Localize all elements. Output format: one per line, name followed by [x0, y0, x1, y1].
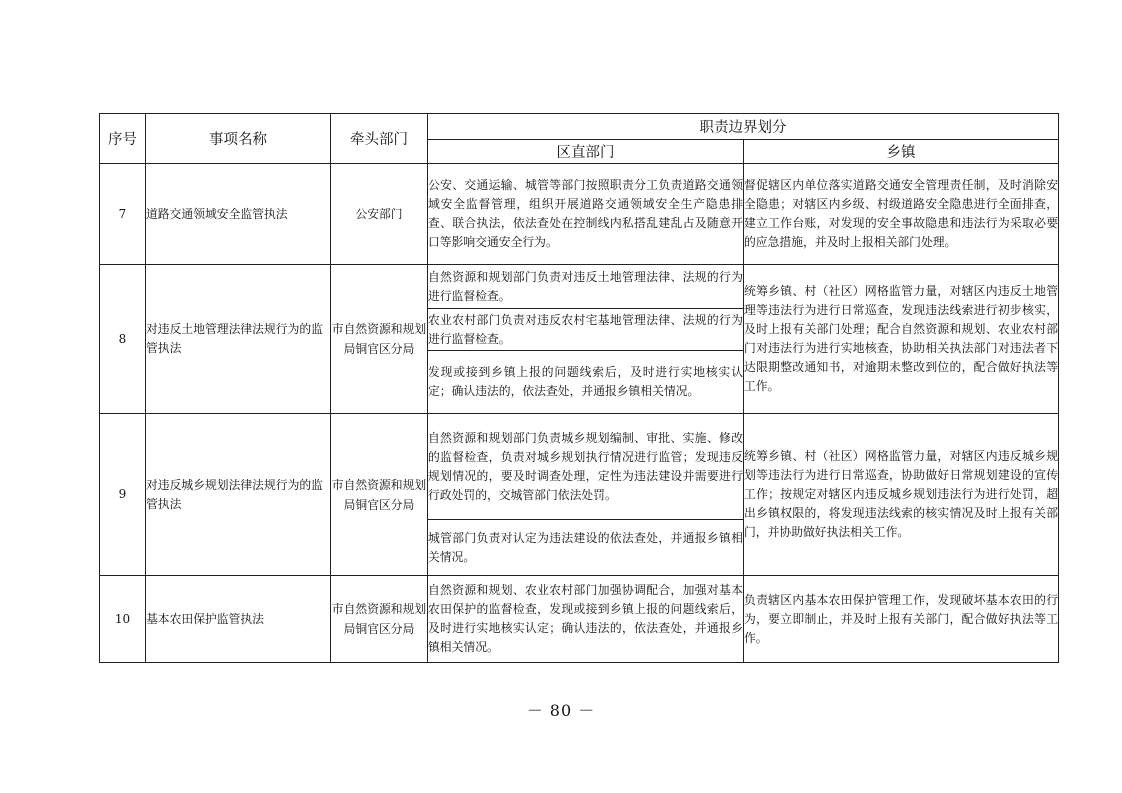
row-item-name: 对违反土地管理法律法规行为的监管执法	[146, 265, 331, 414]
header-district-dept: 区直部门	[428, 140, 744, 164]
header-lead-dept: 牵头部门	[331, 114, 428, 164]
header-row	[100, 114, 1059, 140]
row-district-duty: 农业农村部门负责对违反农村宅基地管理法律、法规的行为进行监督检查。	[428, 309, 744, 351]
row-district-duty: 公安、交通运输、城管等部门按照职责分工负责道路交通领域安全监督管理，组织开展道路交通领域安全生产隐患排查、联合执法，依法查处在控制线内私搭乱建乱占及随意开口等影响交通安全行为。	[428, 164, 744, 265]
row-lead-dept: 公安部门	[331, 164, 428, 265]
row-township-duty: 督促辖区内单位落实道路交通安全管理责任制，及时消除安全隐患；对辖区内乡级、村级道路安全隐患进行全面排查，建立工作台账，对发现的安全事故隐患和违法行为采取必要的应急措施，并及时上报相关部门处理。	[744, 164, 1059, 265]
table-row	[100, 164, 1059, 265]
row-township-duty: 负责辖区内基本农田保护管理工作，发现破坏基本农田的行为，要立即制止，并及时上报有关部门，配合做好执法等工作。	[744, 576, 1059, 663]
row-lead-dept: 市自然资源和规划局铜官区分局	[331, 414, 428, 576]
header-seq: 序号	[100, 114, 146, 164]
page-number: － 80 －	[526, 701, 596, 720]
row-item-name: 基本农田保护监管执法	[146, 576, 331, 663]
row-item-name: 对违反城乡规划法律法规行为的监管执法	[146, 414, 331, 576]
row-township-duty: 统筹乡镇、村（社区）网格监管力量，对辖区内违反城乡规划等违法行为进行日常巡查，协助做好日常规划建设的宣传工作；按规定对辖区内违反城乡规划违法行为进行处罚，超出乡镇权限的，将发现违法线索的核实情况及时上报有关部门，并协助做好执法相关工作。	[744, 414, 1059, 576]
row-district-duty: 自然资源和规划部门负责城乡规划编制、审批、实施、修改的监督检查，负责对城乡规划执行情况进行监管；发现违反规划情况的，要及时调查处理，定性为违法建设并需要进行行政处罚的，交城管部门依法处罚。	[428, 414, 744, 520]
row-item-name: 道路交通领域安全监管执法	[146, 164, 331, 265]
row-lead-dept: 市自然资源和规划局铜官区分局	[331, 576, 428, 663]
row-district-duty: 城管部门负责对认定为违法建设的依法查处，并通报乡镇相关情况。	[428, 520, 744, 576]
row-lead-dept: 市自然资源和规划局铜官区分局	[331, 265, 428, 414]
row-seq: 7	[100, 164, 146, 265]
table-row	[100, 265, 1059, 309]
table-row	[100, 414, 1059, 520]
row-seq: 8	[100, 265, 146, 414]
row-district-duty: 自然资源和规划部门负责对违反土地管理法律、法规的行为进行监督检查。	[428, 265, 744, 309]
row-district-duty: 发现或接到乡镇上报的问题线索后，及时进行实地核实认定；确认违法的，依法查处，并通报乡镇相关情况。	[428, 351, 744, 414]
row-township-duty: 统筹乡镇、村（社区）网格监管力量，对辖区内违反土地管理等违法行为进行日常巡查，发现违法线索进行初步核实，及时上报有关部门处理；配合自然资源和规划、农业农村部门对违法行为进行实地核查，协助相关执法部门对违法者下达限期整改通知书，对逾期未整改到位的，配合做好执法等工作。	[744, 265, 1059, 414]
table-row	[100, 576, 1059, 663]
responsibility-table	[99, 113, 1059, 663]
row-district-duty: 自然资源和规划、农业农村部门加强协调配合，加强对基本农田保护的监督检查，发现或接到乡镇上报的问题线索后，及时进行实地核实认定；确认违法的，依法查处，并通报乡镇相关情况。	[428, 576, 744, 663]
row-seq: 9	[100, 414, 146, 576]
row-seq: 10	[100, 576, 146, 663]
header-item-name: 事项名称	[146, 114, 331, 164]
header-boundary: 职责边界划分	[428, 114, 1059, 140]
header-township: 乡镇	[744, 140, 1059, 164]
